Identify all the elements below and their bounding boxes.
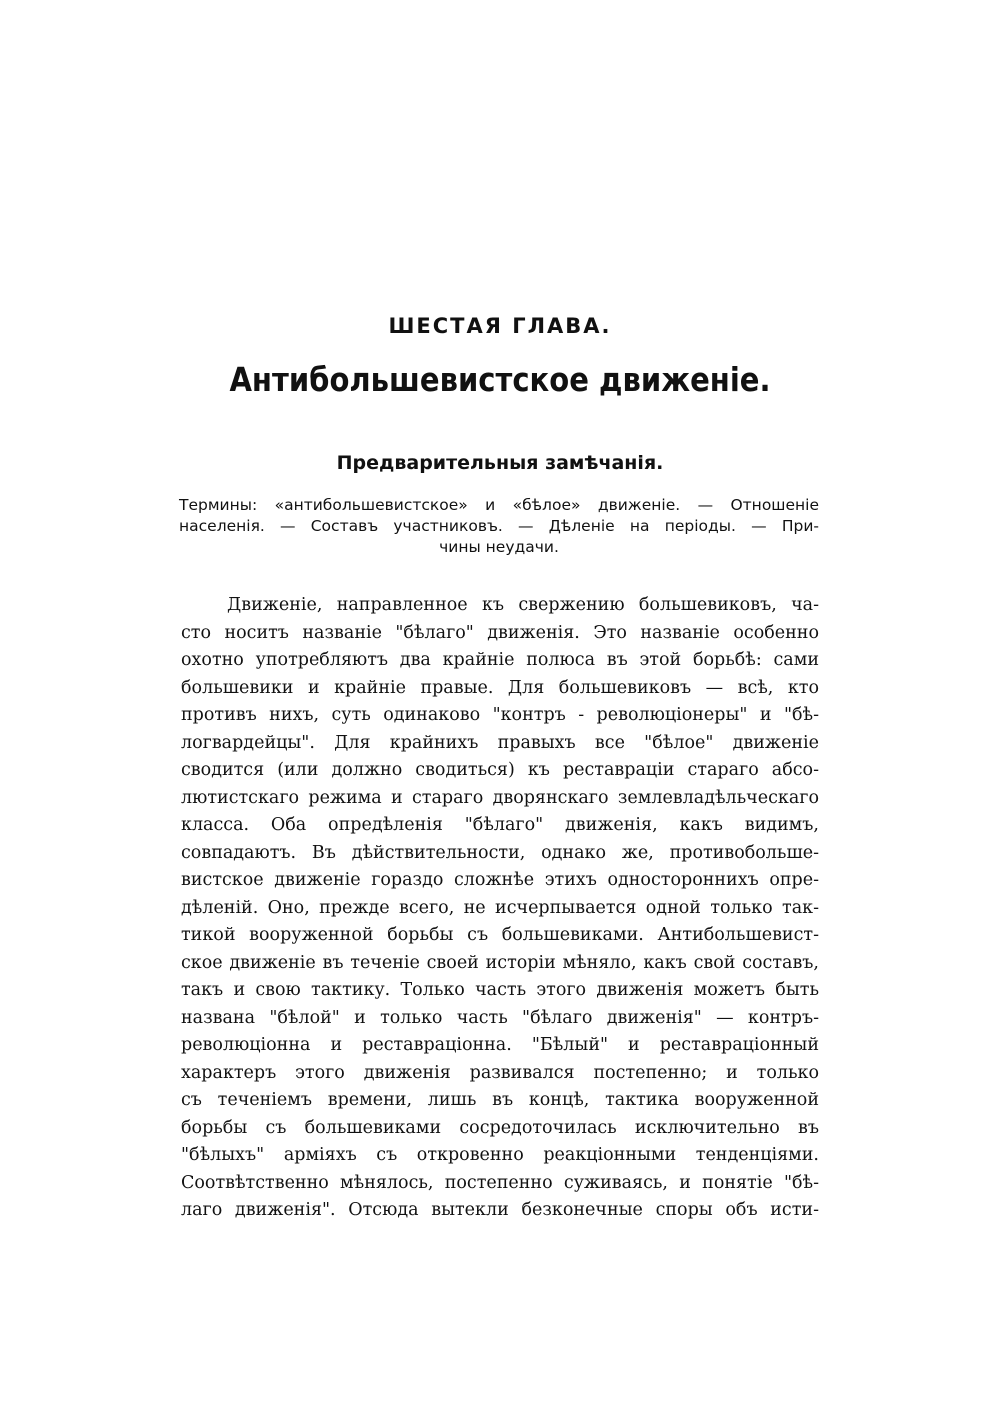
body-line: дѣленiй. Оно, прежде всего, не исчерпывается одной только так- (181, 897, 819, 918)
chapter-title: Антибольшевистское движенiе. (229, 360, 771, 399)
body-text (181, 592, 819, 1225)
body-line: Движенiе, направленное къ свержению большевиковъ, ча- (227, 595, 819, 615)
body-line: сто носитъ названiе "бѣлаго" движенiя. Это названiе особенно (181, 622, 819, 643)
body-line: лаго движенiя". Отсюда вытекли безконечные споры объ исти- (181, 1200, 819, 1220)
body-line: характеръ этого движенiя развивался постепенно; и только (181, 1062, 819, 1083)
section-title: Предварительныя замѣчанiя. (336, 452, 664, 474)
body-line: названа "бѣлой" и только часть "бѣлаго движенiя" — контръ- (181, 1007, 819, 1028)
chapter-label: ШЕСТАЯ ГЛАВА. (388, 314, 612, 338)
summary-line: населенiя. — Составъ участниковъ. — Дѣленiе на перiоды. — При- (179, 517, 819, 535)
body-line: съ теченiемъ времени, лишь въ концѣ, тактика вооруженной (181, 1090, 819, 1110)
body-line: тикой вооруженной борьбы съ большевиками. Антибольшевист- (181, 925, 819, 945)
body-line: лютистскаго режима и стараго дворянскаго землевладѣльческаго (181, 787, 819, 808)
body-line: класса. Оба опредѣленiя "бѣлаго" движенiя, какъ видимъ, (181, 815, 819, 835)
summary-line: Термины: «антибольшевистское» и «бѣлое» движенiе. — Отношенiе (179, 496, 819, 514)
chapter-summary (179, 495, 819, 558)
body-line: логвардейцы". Для крайнихъ правыхъ все "бѣлое" движенiе (181, 732, 819, 753)
body-line: "бѣлыхъ" армiяхъ съ откровенно реакцiонными тенденцiями. (181, 1145, 819, 1165)
body-line: борьбы съ большевиками сосредоточилась исключительно въ (181, 1117, 819, 1138)
body-line: охотно употребляютъ два крайнiе полюса въ этой борьбѣ: сами (181, 650, 819, 670)
body-line: противъ нихъ, суть одинаково "контръ - революцiонеры" и "бѣ- (181, 705, 819, 725)
body-line: большевики и крайнiе правые. Для большевиковъ — всѣ, кто (181, 677, 819, 698)
body-line: ское движенiе въ теченiе своей исторiи мѣняло, какъ свой составъ, (181, 952, 819, 973)
body-line: сводится (или должно сводиться) къ реставрацiи стараго абсо- (181, 760, 819, 780)
body-line: такъ и свою тактику. Только часть этого движенiя можетъ быть (181, 980, 819, 1000)
body-line: революцiонна и реставрацiонна. "Бѣлый" и реставрацiонный (181, 1035, 819, 1055)
body-line: совпадаютъ. Въ дѣйствительности, однако же, противобольше- (181, 842, 819, 863)
body-line: Соотвѣтственно мѣнялось, постепенно суживаясь, и понятiе "бѣ- (181, 1172, 819, 1193)
summary-line: чины неудачи. (439, 538, 559, 556)
body-line: вистское движенiе гораздо сложнѣе этихъ одностороннихъ опре- (181, 870, 819, 890)
